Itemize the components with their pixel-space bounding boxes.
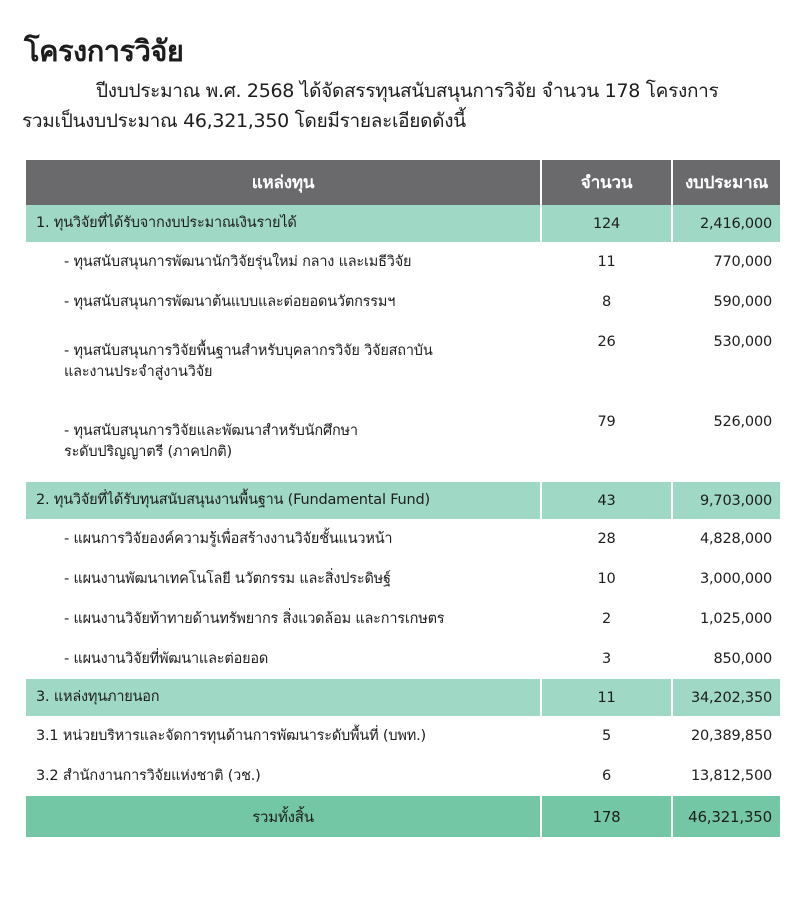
row-count: 6 [601,768,612,784]
header-count: จำนวน [541,160,672,205]
table-row [26,322,780,402]
row-count: 10 [597,571,616,587]
table-row [26,756,780,796]
table-row-section-2 [26,482,780,519]
page-title: โครงการวิจัย [24,34,184,68]
table-row [26,282,780,322]
row-budget: 850,000 [713,651,772,667]
row-budget: 9,703,000 [672,482,780,519]
table-row [26,402,780,482]
row-label: 3.1 หน่วยบริหารและจัดการทุนด้านการพัฒนาระดับพื้นที่ (บพท.) [36,727,426,744]
row-budget: 770,000 [713,254,772,270]
row-label: - ทุนสนับสนุนการพัฒนาต้นแบบและต่อยอดนวัตกรรมฯ [64,293,396,310]
row-budget: 526,000 [713,414,772,430]
row-label: - แผนการวิจัยองค์ความรู้เพื่อสร้างงานวิจัยชั้นแนวหน้า [64,530,393,547]
header-budget: งบประมาณ [672,160,780,205]
row-count: 43 [541,482,672,519]
intro-line-2: รวมเป็นงบประมาณ 46,321,350 โดยมีรายละเอียดดังนี้ [22,110,466,132]
row-budget: 2,416,000 [672,205,780,242]
row-budget: 590,000 [713,294,772,310]
row-label: - แผนงานพัฒนาเทคโนโลยี นวัตกรรม และสิ่งประดิษฐ์ [64,570,391,587]
table-row-section-1 [26,205,780,242]
row-label: - แผนงานวิจัยที่พัฒนาและต่อยอด [64,650,269,667]
table-row [26,639,780,679]
table-header-row [26,160,780,205]
row-count: 2 [601,611,612,627]
row-count: 28 [597,531,616,547]
header-source: แหล่งทุน [26,160,541,205]
funding-table [26,160,780,837]
row-label: - ทุนสนับสนุนการวิจัยพื้นฐานสำหรับบุคลากรวิจัย วิจัยสถาบัน และงานประจำสู่งานวิจัย [64,343,433,380]
row-budget: 13,812,500 [690,768,772,784]
row-count: 79 [597,414,616,430]
table-row-section-3 [26,679,780,716]
row-count: 8 [601,294,612,310]
table-row [26,559,780,599]
row-count: 11 [597,254,616,270]
row-count: 11 [541,679,672,716]
table-row [26,716,780,756]
row-label: - ทุนสนับสนุนการพัฒนานักวิจัยรุ่นใหม่ กลาง และเมธีวิจัย [64,253,412,270]
row-label: 1. ทุนวิจัยที่ได้รับจากงบประมาณเงินรายได้ [26,205,541,242]
table-row-total [26,796,780,837]
row-budget: 530,000 [713,334,772,350]
row-budget: 34,202,350 [672,679,780,716]
row-count: 5 [601,728,612,744]
row-count: 3 [601,651,612,667]
row-label: 2. ทุนวิจัยที่ได้รับทุนสนับสนุนงานพื้นฐาน (Fundamental Fund) [26,482,541,519]
total-count: 178 [541,796,672,837]
total-label: รวมทั้งสิ้น [26,796,541,837]
table-row [26,519,780,559]
row-label: - แผนงานวิจัยท้าทายด้านทรัพยากร สิ่งแวดล้อม และการเกษตร [64,610,445,627]
row-label: 3.2 สำนักงานการวิจัยแห่งชาติ (วช.) [36,767,261,784]
row-count: 26 [597,334,616,350]
row-label: - ทุนสนับสนุนการวิจัยและพัฒนาสำหรับนักศึกษา ระดับปริญญาตรี (ภาคปกติ) [64,423,358,460]
intro-line-1: ปีงบประมาณ พ.ศ. 2568 ได้จัดสรรทุนสนับสนุนการวิจัย จำนวน 178 โครงการ [96,80,719,102]
row-budget: 20,389,850 [690,728,772,744]
row-budget: 1,025,000 [700,611,772,627]
table-row [26,242,780,282]
total-budget: 46,321,350 [672,796,780,837]
intro-paragraph [22,76,782,136]
row-budget: 4,828,000 [700,531,772,547]
row-count: 124 [541,205,672,242]
row-budget: 3,000,000 [700,571,772,587]
row-label: 3. แหล่งทุนภายนอก [26,679,541,716]
table-row [26,599,780,639]
